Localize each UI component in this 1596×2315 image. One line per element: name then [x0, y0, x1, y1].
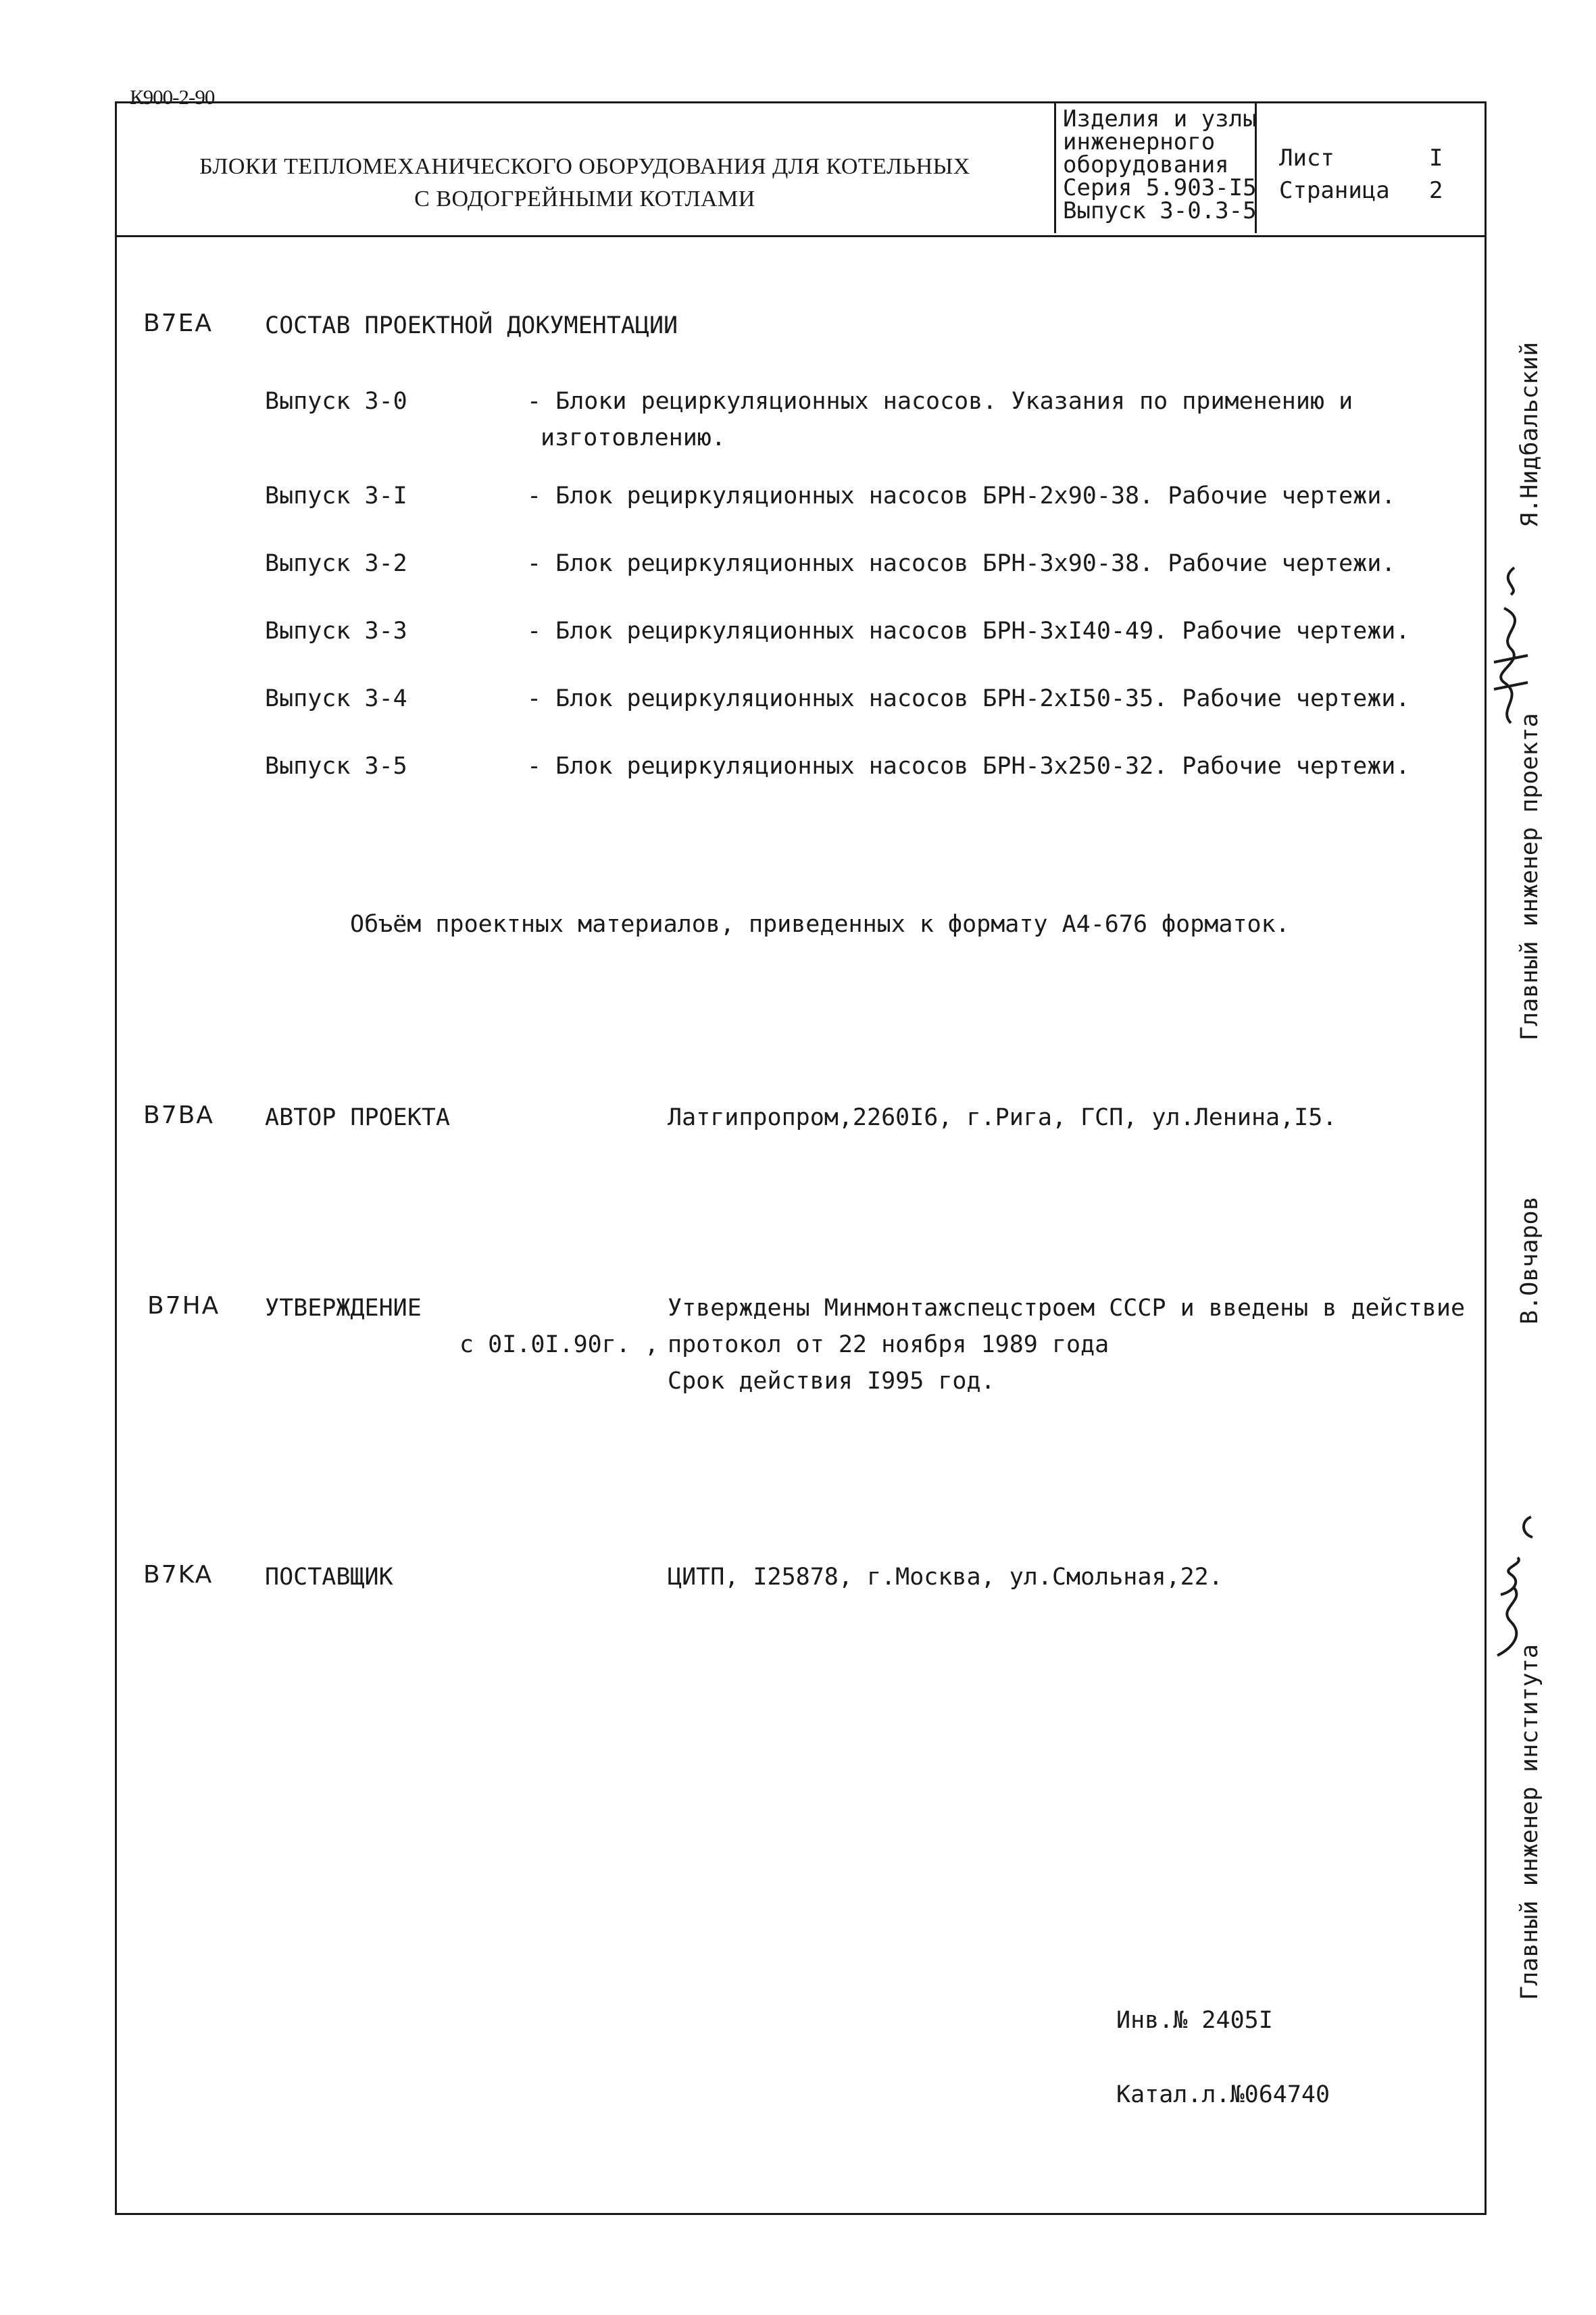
- issue-text: - Блоки рециркуляционных насосов. Указания по применению и: [527, 388, 1353, 415]
- title-block: [117, 103, 1485, 237]
- section-title-approval: УТВЕРЖДЕНИЕ: [265, 1295, 422, 1322]
- series-line-4: Серия 5.903-I5: [1063, 174, 1257, 201]
- series-box: [1054, 103, 1257, 233]
- sheet-values: [1429, 142, 1443, 207]
- approval-line-3: Срок действия I995 год.: [668, 1368, 995, 1395]
- signature-mark-icon: [1518, 1514, 1538, 1541]
- series-line-2: инженерного: [1063, 128, 1216, 155]
- approval-line-1: Утверждены Минмонтажспецстроем СССР и введены в действие: [668, 1295, 1466, 1322]
- catalog-number: Катал.л.№064740: [1116, 2081, 1330, 2108]
- page-value: 2: [1429, 177, 1443, 204]
- issue-label: Выпуск 3-3: [265, 618, 407, 645]
- chief-engineer-project-label: Главный инженер проекта: [1516, 713, 1543, 1041]
- issue-label: Выпуск 3-4: [265, 685, 407, 712]
- issue-label: Выпуск 3-I: [265, 482, 407, 509]
- approval-date: с 0I.0I.90г. ,: [459, 1331, 659, 1358]
- issue-text: - Блок рециркуляционных насосов БРН-2х90-38. Рабочие чертежи.: [527, 482, 1396, 509]
- volume-note: Объём проектных материалов, приведенных к формату А4-676 форматок.: [350, 911, 1290, 938]
- sheet-value: I: [1429, 145, 1443, 172]
- section-code-composition: B7EA: [143, 309, 213, 337]
- title-line-2: С ВОДОГРЕЙНЫМИ КОТЛАМИ: [414, 186, 755, 211]
- series-line-1: Изделия и узлы: [1063, 105, 1257, 132]
- issue-text: - Блок рециркуляционных насосов БРН-3х90-38. Рабочие чертежи.: [527, 550, 1396, 577]
- series-line-3: оборудования: [1063, 151, 1229, 178]
- inventory-number: Инв.№ 2405I: [1116, 2007, 1273, 2034]
- document-code: К900-2-90: [130, 85, 215, 109]
- approval-line-2: протокол от 22 ноября 1989 года: [668, 1331, 1109, 1358]
- issue-text: - Блок рециркуляционных насосов БРН-3хI40-49. Рабочие чертежи.: [527, 618, 1410, 645]
- signatory-name-1: Я.Нидбальский: [1516, 342, 1543, 527]
- issue-text: - Блок рециркуляционных насосов БРН-3х250-32. Рабочие чертежи.: [527, 753, 1410, 780]
- document-title: [117, 151, 1053, 216]
- section-code-approval: B7HA: [147, 1292, 220, 1320]
- author-details: Латгипропром,2260I6, г.Рига, ГСП, ул.Ленина,I5.: [668, 1104, 1337, 1131]
- signature-project-engineer-icon: [1484, 554, 1538, 730]
- issue-text: - Блок рециркуляционных насосов БРН-2хI50-35. Рабочие чертежи.: [527, 685, 1410, 712]
- section-title-supplier: ПОСТАВЩИК: [265, 1564, 393, 1591]
- page-label: Страница: [1279, 177, 1390, 204]
- section-code-supplier: B7KA: [143, 1561, 214, 1589]
- issue-label: Выпуск 3-5: [265, 753, 407, 780]
- series-line-5: Выпуск 3-0.3-5: [1063, 197, 1257, 224]
- page-frame: [115, 101, 1487, 2215]
- section-title-composition: СОСТАВ ПРОЕКТНОЙ ДОКУМЕНТАЦИИ: [265, 312, 678, 339]
- signature-institute-engineer-icon: [1484, 1554, 1538, 1662]
- signatory-name-2: В.Овчаров: [1516, 1196, 1543, 1324]
- section-title-author: АВТОР ПРОЕКТА: [265, 1104, 450, 1131]
- sheet-labels: [1279, 142, 1390, 207]
- title-line-1: БЛОКИ ТЕПЛОМЕХАНИЧЕСКОГО ОБОРУДОВАНИЯ ДЛЯ КОТЕЛЬНЫХ: [199, 154, 970, 179]
- issue-label: Выпуск 3-0: [265, 388, 407, 415]
- issue-text-continued: изготовлению.: [541, 424, 726, 451]
- supplier-details: ЦИТП, I25878, г.Москва, ул.Смольная,22.: [668, 1564, 1223, 1591]
- sheet-label: Лист: [1279, 145, 1335, 172]
- chief-engineer-institute-label: Главный инженер института: [1516, 1644, 1543, 2000]
- section-code-author: B7BA: [143, 1101, 214, 1129]
- issue-label: Выпуск 3-2: [265, 550, 407, 577]
